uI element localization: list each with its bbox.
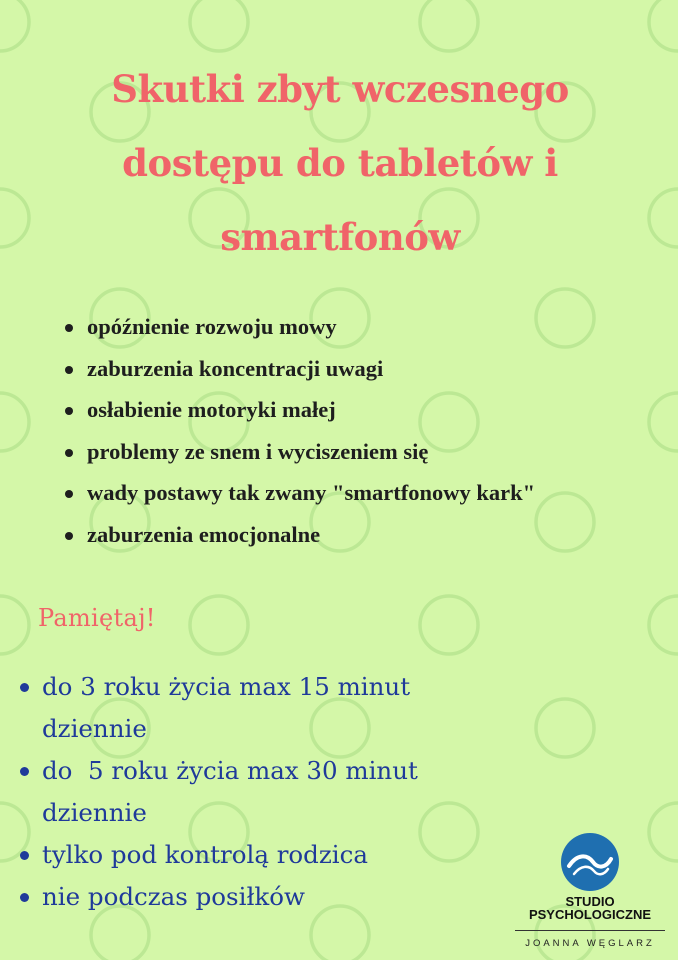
effect-item: zaburzenia koncentracji uwagi xyxy=(62,348,535,390)
title-line-3: smartfonów xyxy=(220,215,460,259)
remember-heading: Pamiętaj! xyxy=(38,604,156,632)
limit-item-text: do 3 roku życia max 15 minut xyxy=(42,672,411,701)
wave-circle-icon xyxy=(560,832,620,892)
logo-signature: JOANNA WĘGLARZ xyxy=(525,938,655,949)
limits-list xyxy=(16,666,502,918)
effect-item: wady postawy tak zwany "smartfonowy kark" xyxy=(62,472,535,514)
limit-item xyxy=(16,876,502,918)
title-line-1: Skutki zbyt wczesnego xyxy=(111,67,569,111)
title-line-2: dostępu do tabletów i xyxy=(122,141,558,185)
effect-item: osłabienie motoryki małej xyxy=(62,389,535,431)
limit-item-text-cont: dziennie xyxy=(42,714,147,743)
poster-title xyxy=(40,52,640,274)
studio-logo xyxy=(510,832,670,949)
limit-item xyxy=(16,834,502,876)
effect-item: zaburzenia emocjonalne xyxy=(62,514,535,556)
logo-line-2: PSYCHOLOGICZNE xyxy=(528,907,652,922)
effects-list xyxy=(62,306,535,555)
effect-item: opóźnienie rozwoju mowy xyxy=(62,306,535,348)
limit-item-text: nie podczas posiłków xyxy=(42,882,305,911)
limit-item xyxy=(16,666,502,750)
limit-item-text: tylko pod kontrolą rodzica xyxy=(42,840,368,869)
effect-item: problemy ze snem i wyciszeniem się xyxy=(62,431,535,473)
limit-item-text-cont: dziennie xyxy=(42,798,147,827)
logo-divider xyxy=(515,930,665,931)
limit-item xyxy=(16,750,502,834)
limit-item-text: do 5 roku życia max 30 minut xyxy=(42,756,418,785)
logo-line-1: STUDIO xyxy=(565,894,615,909)
